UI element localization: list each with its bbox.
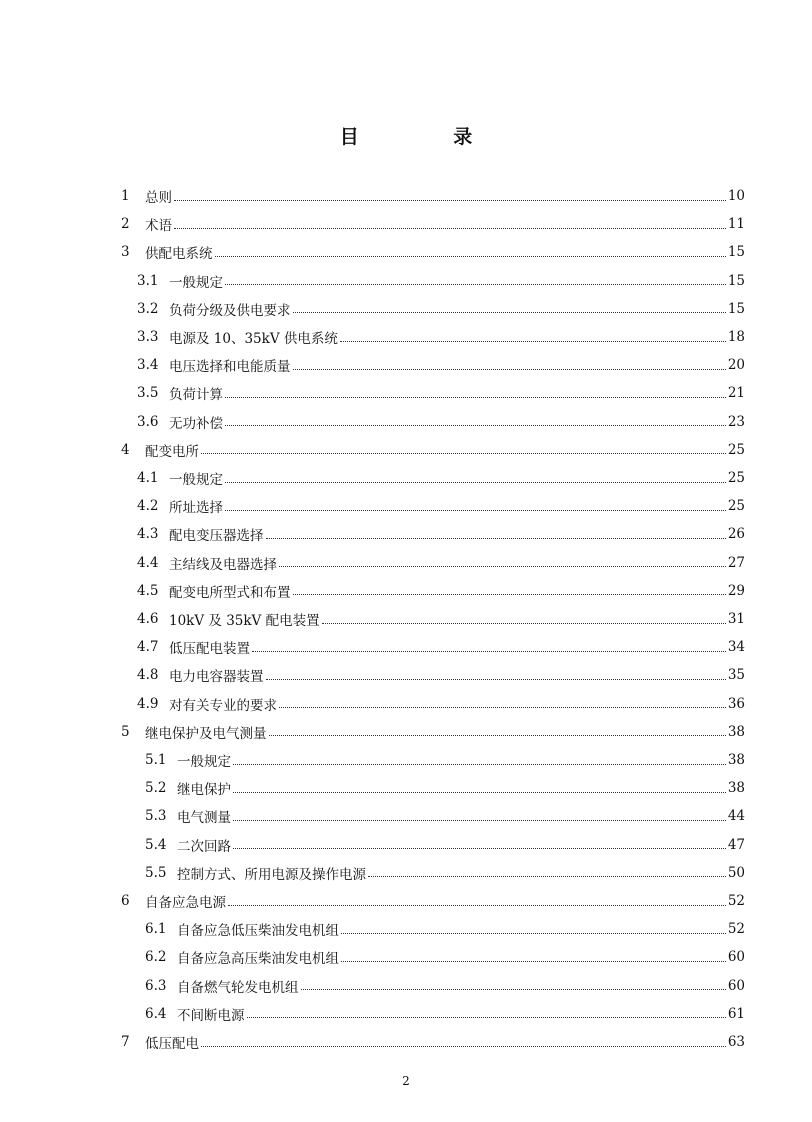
toc-entry-page: 15 bbox=[727, 272, 745, 289]
toc-entry[interactable] bbox=[145, 972, 745, 1000]
toc-entry-page: 25 bbox=[727, 498, 745, 515]
dot-leader bbox=[233, 820, 726, 821]
dot-leader bbox=[368, 876, 726, 877]
toc-entry-number: 4.5 bbox=[137, 582, 159, 599]
toc-entry[interactable] bbox=[137, 351, 745, 379]
toc-entry-page: 47 bbox=[727, 836, 745, 853]
dot-leader bbox=[322, 623, 726, 624]
toc-entry-page: 31 bbox=[727, 611, 745, 627]
toc-entry[interactable] bbox=[137, 661, 745, 689]
toc-entry[interactable] bbox=[121, 718, 745, 746]
toc-entry-title: 总则 bbox=[145, 190, 172, 206]
toc-entry[interactable] bbox=[145, 746, 745, 774]
toc-entry[interactable] bbox=[121, 887, 745, 915]
toc-entry-number: 4.9 bbox=[137, 695, 159, 712]
toc-entry[interactable] bbox=[145, 915, 745, 943]
dot-leader bbox=[266, 538, 726, 539]
dot-leader bbox=[233, 764, 726, 765]
toc-entry-title: 10kV 及 35kV 配电装置 bbox=[169, 613, 320, 629]
toc-entry-title: 电源及 10、35kV 供电系统 bbox=[169, 331, 338, 347]
toc-entry-page: 10 bbox=[727, 188, 745, 204]
toc-entry-number: 4.8 bbox=[137, 667, 159, 684]
toc-entry-title: 所址选择 bbox=[169, 500, 223, 517]
toc-entry[interactable] bbox=[145, 943, 745, 971]
toc-entry-number: 5.2 bbox=[145, 780, 167, 797]
toc-entry-title: 无功补偿 bbox=[169, 415, 223, 432]
toc-entry[interactable] bbox=[137, 520, 745, 548]
toc-entry-page: 34 bbox=[727, 639, 745, 656]
toc-entry-number: 5.3 bbox=[145, 808, 167, 825]
toc-entry-number: 5 bbox=[121, 723, 130, 740]
toc-entry-number: 6.4 bbox=[145, 1005, 167, 1022]
dot-leader bbox=[174, 228, 726, 229]
toc-entry[interactable] bbox=[137, 605, 745, 633]
dot-leader bbox=[228, 905, 726, 906]
toc-entry[interactable] bbox=[137, 464, 745, 492]
toc-entry-page: 23 bbox=[727, 413, 745, 430]
toc-entry-page: 38 bbox=[727, 752, 745, 768]
toc-entry-page: 61 bbox=[727, 1005, 745, 1022]
toc-entry-page: 63 bbox=[727, 1034, 745, 1050]
toc-entry-page: 44 bbox=[727, 808, 745, 825]
toc-entry-title: 负荷计算 bbox=[169, 387, 223, 404]
toc-entry-page: 35 bbox=[727, 667, 745, 684]
toc-entry-number: 3 bbox=[121, 244, 130, 261]
dot-leader bbox=[225, 284, 726, 285]
toc-entry-number: 3.4 bbox=[137, 357, 159, 374]
dot-leader bbox=[266, 679, 726, 680]
toc-entry-number: 3.2 bbox=[137, 300, 159, 317]
toc-entry-number: 6.2 bbox=[145, 949, 167, 966]
dot-leader bbox=[301, 989, 726, 990]
toc-entry[interactable] bbox=[145, 831, 745, 859]
page-number: 2 bbox=[402, 1074, 410, 1088]
dot-leader bbox=[233, 792, 726, 793]
toc-entry-number: 4.3 bbox=[137, 526, 159, 543]
toc-entry-title: 电气测量 bbox=[177, 810, 231, 827]
toc-entry-title: 对有关专业的要求 bbox=[169, 697, 277, 714]
toc-entry-page: 20 bbox=[727, 357, 745, 374]
toc-entry[interactable] bbox=[137, 408, 745, 436]
toc-entry-title: 一般规定 bbox=[177, 754, 231, 770]
toc-entry-title: 控制方式、所用电源及操作电源 bbox=[177, 866, 366, 883]
dot-leader bbox=[225, 510, 726, 511]
toc-entry[interactable] bbox=[137, 633, 745, 661]
dot-leader bbox=[279, 707, 726, 708]
dot-leader bbox=[233, 848, 726, 849]
toc-entry-number: 5.4 bbox=[145, 836, 167, 853]
toc-entry-page: 50 bbox=[727, 864, 745, 881]
toc-entry-number: 2 bbox=[121, 216, 130, 233]
dot-leader bbox=[247, 1017, 726, 1018]
toc-entry[interactable] bbox=[137, 492, 745, 520]
toc-entry-number: 6.3 bbox=[145, 977, 167, 994]
dot-leader bbox=[225, 397, 726, 398]
toc-entry[interactable] bbox=[145, 859, 745, 887]
toc-entry-title: 低压配电装置 bbox=[169, 641, 250, 658]
dot-leader bbox=[341, 961, 726, 962]
toc-entry-number: 5.1 bbox=[145, 752, 167, 768]
toc-entry-number: 3.5 bbox=[137, 385, 159, 402]
toc-entry-number: 3.3 bbox=[137, 329, 159, 345]
toc-entry-page: 21 bbox=[727, 385, 745, 402]
dot-leader bbox=[201, 1046, 726, 1047]
toc-entry-page: 25 bbox=[727, 470, 745, 486]
toc-entry-number: 4 bbox=[121, 441, 130, 458]
dot-leader bbox=[252, 651, 726, 652]
toc-entry[interactable] bbox=[137, 379, 745, 407]
toc-entry-number: 6.1 bbox=[145, 921, 167, 938]
toc-entry-title: 供配电系统 bbox=[145, 246, 213, 263]
dot-leader bbox=[215, 256, 726, 257]
toc-entry-page: 27 bbox=[727, 554, 745, 571]
toc-entry[interactable] bbox=[121, 238, 745, 266]
toc-entry-title: 继电保护 bbox=[177, 782, 231, 799]
toc-entry-page: 38 bbox=[727, 723, 745, 740]
toc-entry-page: 15 bbox=[727, 300, 745, 317]
toc-entry[interactable] bbox=[121, 210, 745, 238]
toc-entry-title: 自备燃气轮发电机组 bbox=[177, 979, 299, 996]
toc-entry[interactable] bbox=[121, 436, 745, 464]
toc-entry[interactable] bbox=[121, 1028, 745, 1056]
toc-entry-title: 主结线及电器选择 bbox=[169, 556, 277, 573]
toc-entry-title: 自备应急电源 bbox=[145, 895, 226, 911]
toc-entry-number: 4.4 bbox=[137, 554, 159, 571]
toc-entry-number: 4.6 bbox=[137, 611, 159, 627]
toc-entry-number: 6 bbox=[121, 893, 130, 909]
toc-entry-number: 4.2 bbox=[137, 498, 159, 515]
toc-entry-page: 52 bbox=[727, 893, 745, 909]
toc-entry-page: 29 bbox=[727, 582, 745, 599]
toc-entry-title: 一般规定 bbox=[169, 472, 223, 488]
toc-entry-page: 52 bbox=[727, 921, 745, 938]
toc-entry-title: 二次回路 bbox=[177, 838, 231, 855]
toc-entry-title: 术语 bbox=[145, 218, 172, 235]
toc-entry[interactable] bbox=[137, 323, 745, 351]
dot-leader bbox=[269, 735, 726, 736]
toc-entry[interactable] bbox=[137, 549, 745, 577]
toc-entry-page: 60 bbox=[727, 977, 745, 994]
toc-entry-page: 11 bbox=[727, 216, 745, 233]
toc-entry-number: 4.7 bbox=[137, 639, 159, 656]
toc-entry-number: 3.6 bbox=[137, 413, 159, 430]
dot-leader bbox=[341, 933, 726, 934]
toc-entry-title: 配电变压器选择 bbox=[169, 528, 264, 545]
toc-entry[interactable] bbox=[137, 295, 745, 323]
page-title: 目 录 bbox=[339, 126, 517, 148]
dot-leader bbox=[225, 425, 726, 426]
toc-entry-number: 3.1 bbox=[137, 272, 159, 289]
toc-entry-title: 低压配电 bbox=[145, 1036, 199, 1052]
toc-entry-title: 电力电容器装置 bbox=[169, 669, 264, 686]
toc-entry-number: 1 bbox=[121, 188, 130, 204]
dot-leader bbox=[293, 594, 726, 595]
toc-entry-title: 继电保护及电气测量 bbox=[145, 725, 267, 742]
dot-leader bbox=[293, 312, 726, 313]
dot-leader bbox=[279, 566, 726, 567]
toc-entry-number: 5.5 bbox=[145, 864, 167, 881]
toc-entry-page: 60 bbox=[727, 949, 745, 966]
toc-entry-title: 一般规定 bbox=[169, 274, 223, 291]
dot-leader bbox=[201, 453, 726, 454]
toc-entry[interactable] bbox=[145, 802, 745, 830]
toc-entry-page: 18 bbox=[727, 329, 745, 345]
toc-entry-page: 36 bbox=[727, 695, 745, 712]
toc-entry-title: 电压选择和电能质量 bbox=[169, 359, 291, 376]
dot-leader bbox=[293, 369, 726, 370]
toc-entry[interactable] bbox=[121, 182, 745, 210]
toc-entry-page: 15 bbox=[727, 244, 745, 261]
toc-entry-page: 26 bbox=[727, 526, 745, 543]
toc-entry-title: 负荷分级及供电要求 bbox=[169, 302, 291, 319]
toc-entry[interactable] bbox=[137, 690, 745, 718]
dot-leader bbox=[174, 200, 726, 201]
toc-entry-page: 25 bbox=[727, 441, 745, 458]
toc-entry-page: 38 bbox=[727, 780, 745, 797]
toc-entry-title: 自备应急高压柴油发电机组 bbox=[177, 951, 339, 968]
toc-entry-number: 4.1 bbox=[137, 470, 159, 486]
toc-entry-title: 配变电所 bbox=[145, 443, 199, 460]
toc-entry[interactable] bbox=[137, 267, 745, 295]
dot-leader bbox=[340, 341, 726, 342]
toc-entry-title: 配变电所型式和布置 bbox=[169, 584, 291, 601]
toc-entry-title: 自备应急低压柴油发电机组 bbox=[177, 923, 339, 940]
toc-entry-title: 不间断电源 bbox=[177, 1007, 245, 1024]
toc-entry[interactable] bbox=[137, 577, 745, 605]
toc-entry-number: 7 bbox=[121, 1034, 130, 1050]
toc-entry[interactable] bbox=[145, 774, 745, 802]
toc-entry[interactable] bbox=[145, 1000, 745, 1028]
dot-leader bbox=[225, 482, 726, 483]
